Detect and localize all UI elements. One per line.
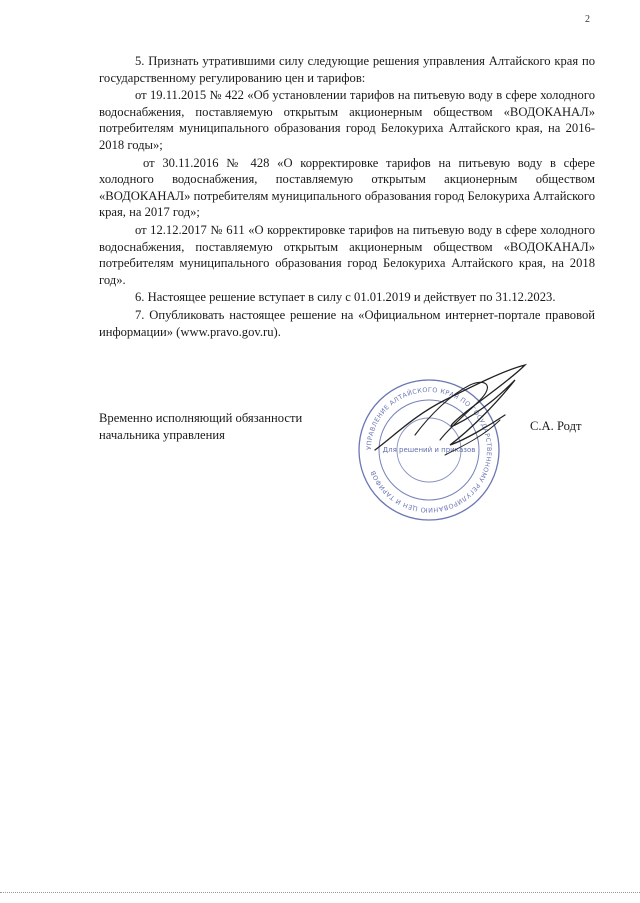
paragraph-item-7: 7. Опубликовать настоящее решение на «Официальном интернет-портале правовой информации» (www.pravo.gov.ru).: [99, 307, 595, 339]
paragraph-repeal-2016: от 30.11.2016 № 428 «О корректировке тарифов на питьевую воду в сфере холодного водоснабжения, поставляемую открытым акционерным обществом «ВОДОКАНАЛ» потребителям муниципального образования город Белокуриха Алтайского края, на 2017 год»;: [99, 155, 595, 220]
stamp-center-text: Для решений и приказов: [382, 446, 476, 454]
paragraph-item-6: 6. Настоящее решение вступает в силу с 01.01.2019 и действует по 31.12.2023.: [135, 290, 556, 305]
position-line-1: Временно исполняющий обязанности: [99, 411, 303, 425]
paragraph-repeal-2017: от 12.12.2017 № 611 «О корректировке тарифов на питьевую воду в сфере холодного водоснабжения, поставляемую открытым акционерным обществом «ВОДОКАНАЛ» потребителям муниципального образования город Белокуриха Алтайского края, на 2018 год».: [99, 222, 595, 287]
signer-name: С.А. Родт: [530, 419, 582, 433]
document-body: [99, 53, 595, 341]
signature-position: [99, 410, 302, 443]
handwritten-signature: [355, 345, 555, 495]
page-bottom-edge: [0, 892, 640, 893]
paragraph-repeal-2015: от 19.11.2015 № 422 «Об установлении тарифов на питьевую воду в сфере холодного водоснабжения, поставляемую открытым акционерным обществом «ВОДОКАНАЛ» потребителям муниципального образования город Белокуриха Алтайского края, на 2016-2018 годы»;: [99, 88, 595, 152]
page-number: 2: [585, 14, 590, 25]
paragraph-item-5: 5. Признать утратившими силу следующие решения управления Алтайского края по государственному регулированию цен и тарифов:: [99, 54, 595, 85]
stamp-outer-text: УПРАВЛЕНИЕ АЛТАЙСКОГО КРАЯ ПО ГОСУДАРСТВЕННОМУ РЕГУЛИРОВАНИЮ ЦЕН И ТАРИФОВ: [364, 385, 494, 515]
position-line-2: начальника управления: [99, 427, 225, 442]
